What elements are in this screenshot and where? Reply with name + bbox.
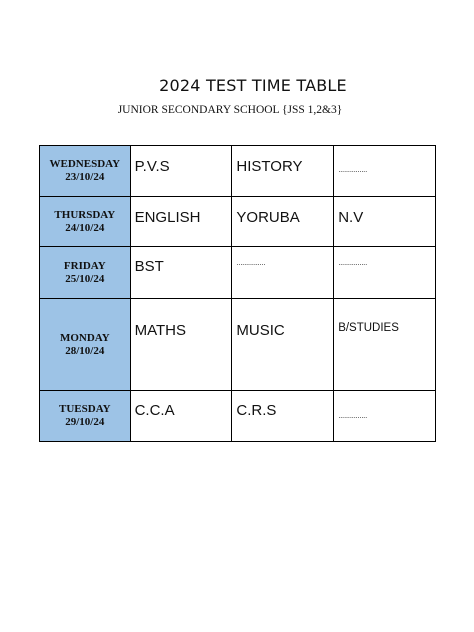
day-date: 25/10/24 (65, 272, 105, 285)
subject-cell (334, 146, 436, 197)
subject-cell (130, 197, 232, 247)
day-name: FRIDAY (63, 259, 106, 272)
day-date: 29/10/24 (65, 416, 105, 428)
subject-label: MATHS (134, 322, 186, 339)
table-row (40, 299, 436, 391)
day-name: THURSDAY (54, 208, 116, 221)
subject-cell (232, 299, 334, 391)
subject-label: C.C.A (134, 402, 175, 419)
day-date: 23/10/24 (65, 171, 105, 183)
subject-label: N.V (338, 209, 364, 226)
subject-label: ENGLISH (134, 209, 201, 226)
table-row (40, 247, 436, 299)
subject-cell (232, 146, 334, 197)
day-cell (40, 391, 131, 442)
day-cell (40, 299, 131, 391)
subject-label: BST (134, 258, 164, 275)
timetable (39, 145, 436, 442)
table-row (40, 391, 436, 442)
subject-cell (130, 391, 232, 442)
day-name: WEDNESDAY (49, 158, 121, 170)
day-date: 24/10/24 (65, 221, 105, 234)
subject-cell (334, 247, 436, 299)
subject-label: YORUBA (236, 209, 300, 226)
day-cell (40, 247, 131, 299)
empty-slot-placeholder: ............... (236, 258, 266, 267)
day-name: MONDAY (59, 331, 110, 344)
subject-cell (130, 299, 232, 391)
day-cell (40, 197, 131, 247)
empty-slot-placeholder: ............... (338, 258, 368, 267)
subject-label: C.R.S (236, 402, 277, 419)
table-row (40, 146, 436, 197)
page-subtitle: JUNIOR SECONDARY SCHOOL {JSS 1,2&3} (117, 104, 343, 116)
empty-slot-placeholder: ............... (338, 165, 368, 174)
day-date: 28/10/24 (65, 344, 105, 357)
subject-label: P.V.S (134, 158, 170, 175)
empty-slot-placeholder: ............... (338, 411, 368, 420)
subject-cell (232, 391, 334, 442)
subject-label: HISTORY (236, 158, 303, 175)
table-row (40, 197, 436, 247)
day-cell (40, 146, 131, 197)
subject-cell (232, 197, 334, 247)
day-name: TUESDAY (59, 403, 111, 415)
subject-cell (334, 299, 436, 391)
subject-label: B/STUDIES (338, 322, 399, 334)
subject-cell (130, 247, 232, 299)
subject-label: MUSIC (236, 322, 285, 339)
subject-cell (334, 197, 436, 247)
subject-cell (130, 146, 232, 197)
subject-cell (334, 391, 436, 442)
subject-cell (232, 247, 334, 299)
page-title: 2024 TEST TIME TABLE (159, 76, 347, 95)
